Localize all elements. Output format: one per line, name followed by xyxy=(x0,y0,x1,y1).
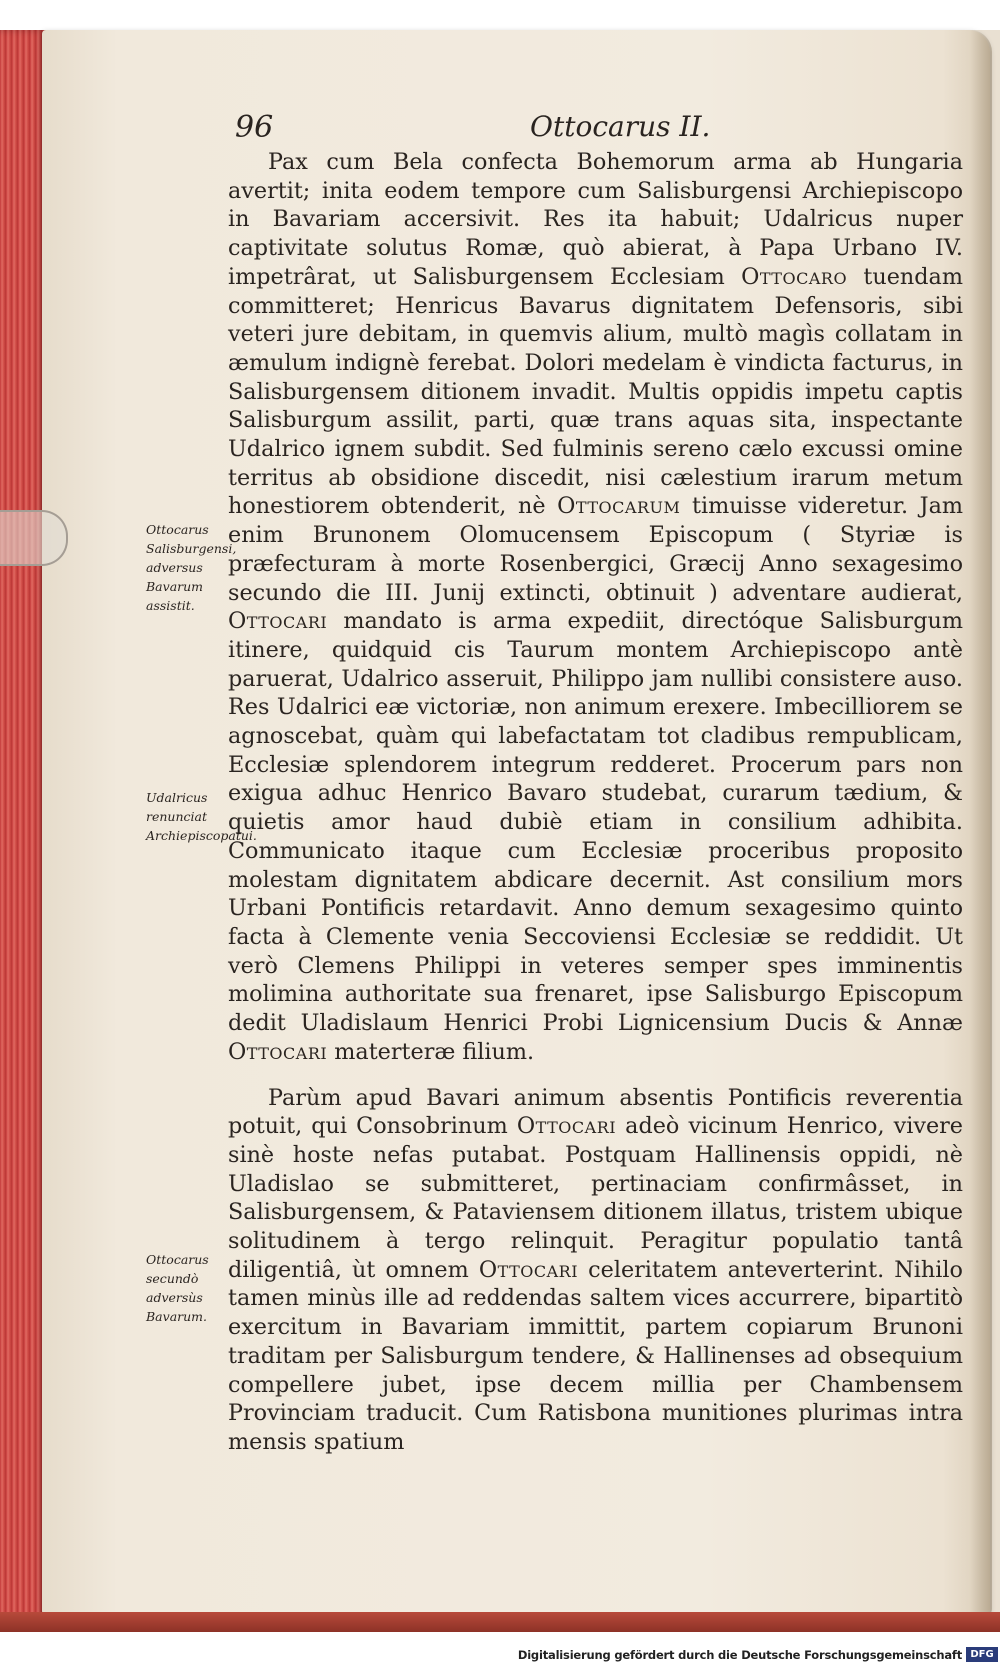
margin-note-1: Ottocarus Salisburgensi, adversus Bavarum assistit. xyxy=(146,522,237,613)
paragraph-2 xyxy=(228,1084,963,1457)
text-run: mandato is arma expediit, directóque Salisburgum itinere, quidquid cis Taurum montem Archiepiscopo antè paruerat, Udalrico asseruit, Philippo jam nullibi consistere auso. Res Udalrici eæ victoriæ, non animum erexere. Imbecilliorem se agnoscebat, quàm qui labefactatam tot cladibus rempublicam, Ecclesiæ splendorem integrum redderet. Procerum pars non exigua adhuc Henrico Bavaro studebat, curarum tædium, & quietis amor haud dubiè etiam in consilium adhibita. Communicato itaque cum Ecclesiæ proceribus proposito molestam dignitatem abdicare decernit. Ast consilium mors Urbani Pontificis retardavit. Anno demum sexagesimo quinto facta à Clemente venia Seccoviensi Ecclesiæ se reddidit. Ut verò Clemens Philippi in veteres semper spes imminentis molimina authoritate sua frenaret, ipse Salisburgo Episcopum dedit Uladislaum Henrici Probi Lignicensium Ducis & Annæ xyxy=(228,608,963,1037)
footer-credit: Digitalisierung gefördert durch die Deutsche Forschungsgemeinschaft xyxy=(517,1648,962,1662)
margin-note-2: Udalricus renunciat Archiepiscopatui. xyxy=(146,790,257,843)
text-run: adeò vicinum Henrico, vivere sinè hoste nefas putabat. Postquam Hallinensis oppidi, nè Uladislao se submitteret, pertinaciam confirmâsset, in Salisburgensem, & Pataviensem ditionem illatus, tristem ubique solitudinem à tergo relinquit. Peragitur populatio tantâ diligentiâ, ùt omnem xyxy=(228,1113,964,1283)
name-small-caps: Ottocari xyxy=(478,1256,579,1283)
text-run: timuisse videretur. Jam enim Brunonem Olomucensem Episcopum ( Styriæ is præfecturam à morte Rosenbergici, Græcij Anno sexagesimo secundo die III. Junij extincti, obtinuit ) adventare audierat, xyxy=(228,493,963,606)
name-small-caps: Ottocari xyxy=(516,1113,617,1140)
text-run: Pax cum Bela confecta Bohemorum arma ab Hungaria avertit; inita eodem tempore cum Salisburgensi Archiepiscopo in Bavariam accersivit. Res ita habuit; Udalricus nuper captivitate solutus Romæ, quò abierat, à Papa Urbano IV. impetrârat, ut Salisburgensem Ecclesiam xyxy=(228,149,963,290)
name-small-caps: Ottocaro xyxy=(741,263,848,290)
footer xyxy=(0,1645,1000,1667)
dfg-logo: DFG xyxy=(966,1647,998,1662)
book-cover-bottom xyxy=(0,1612,1000,1632)
name-small-caps: Ottocarum xyxy=(557,493,681,520)
page-number: 96 xyxy=(235,110,274,145)
name-small-caps: Ottocari xyxy=(228,608,328,635)
paragraph-1 xyxy=(228,148,963,1067)
text-run: materteræ filium. xyxy=(327,1038,535,1065)
clamp-clip xyxy=(0,510,68,566)
book-page-edges xyxy=(0,30,48,1630)
main-text xyxy=(228,148,963,1457)
name-small-caps: Ottocari xyxy=(228,1038,328,1065)
running-title: Ottocarus II. xyxy=(530,110,711,143)
running-head xyxy=(0,110,1000,144)
text-run: Parùm apud Bavari animum absentis Pontificis reverentia potuit, qui Consobrinum xyxy=(228,1084,963,1140)
margin-note-3: Ottocarus secundò adversùs Bavarum. xyxy=(146,1252,209,1324)
text-run: tuendam committeret; Henricus Bavarus dignitatem Defensoris, sibi veteri jure debitam, in quemvis alium, multò magìs collatam in æmulum indignè ferebat. Dolori medelam è vindicta facturus, in Salisburgensem ditionem invadit. Multis oppidis impetu captis Salisburgum assilit, parti, quæ trans aquas sita, inspectante Udalrico ignem subdit. Sed fulminis sereno cælo excussi omine territus ab obsidione discedit, nisi cælestium irarum metum honestiorem obtenderit, nè xyxy=(228,263,963,520)
page-curl-shadow xyxy=(970,30,992,1615)
text-run: celeritatem anteverterint. Nihilo tamen minùs ille ad reddendas saltem vices accurrere, bipartitò exercitum in Bavariam immittit, partem copiarum Brunoni traditam per Salisburgum tendere, & Hallinenses ad obsequium compellere jubet, ipse decem millia per Chambensem Provinciam traducit. Cum Ratisbona munitiones plurimas intra mensis spatium xyxy=(228,1256,963,1455)
